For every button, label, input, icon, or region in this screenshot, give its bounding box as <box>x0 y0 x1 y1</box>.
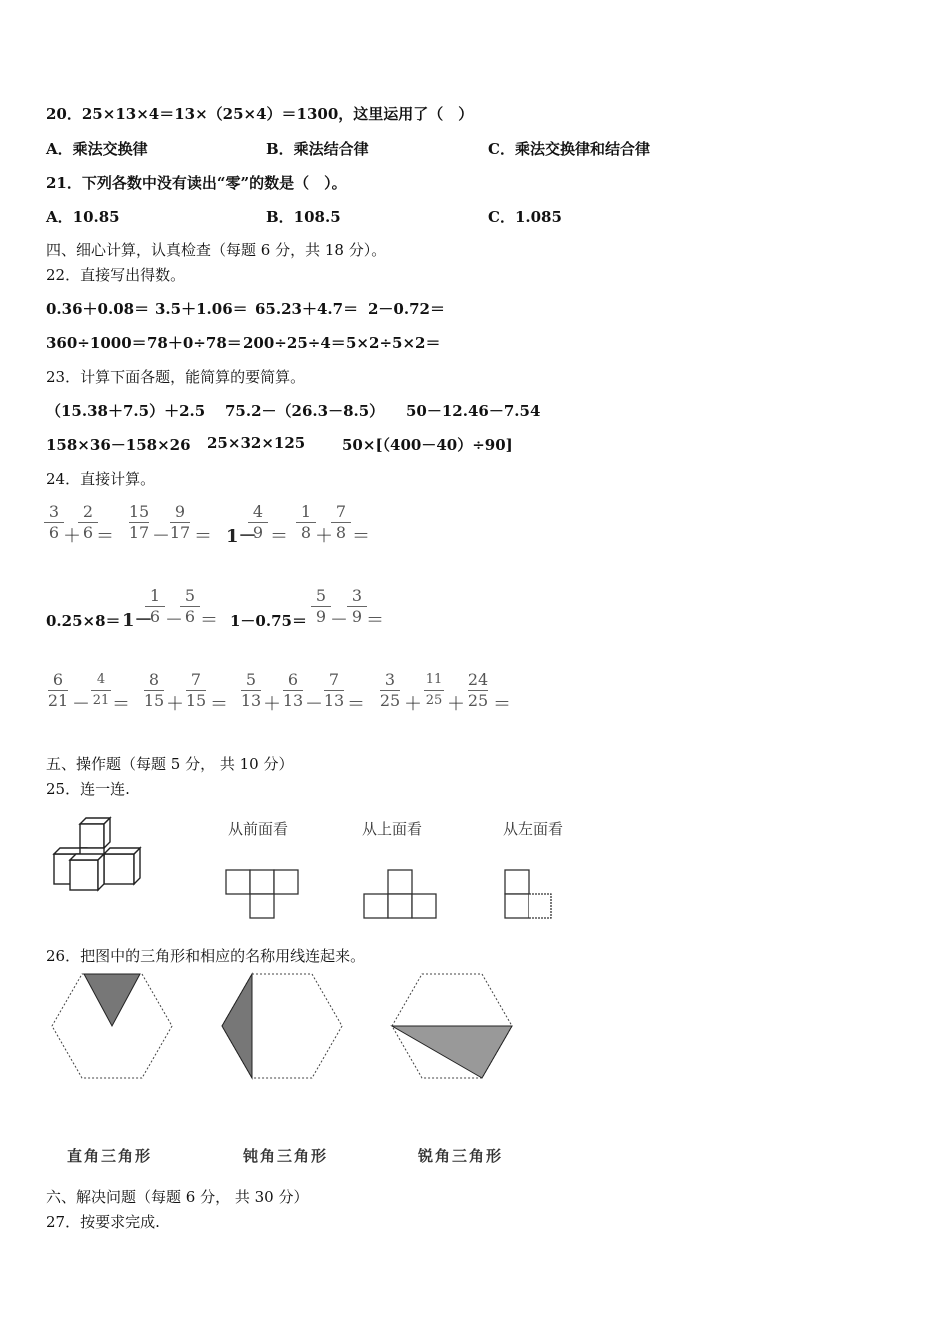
plus-sign: ＋ <box>263 694 281 715</box>
q23-item: 50×[（400－40）÷90] <box>342 436 513 454</box>
q22-item: 0.36＋0.08＝ <box>46 300 150 318</box>
q24-text: 24．直接计算。 <box>46 470 156 488</box>
fraction: 2 6 <box>76 502 100 543</box>
q23-item: （15.38＋7.5）＋2.5 <box>46 402 206 420</box>
q20-option-b: B．乘法结合律 <box>266 140 369 158</box>
equals-sign: ＝ <box>194 526 212 547</box>
hexagon-figure-2 <box>220 970 344 1082</box>
minus-sign: － <box>165 610 183 631</box>
fraction: 24 25 <box>467 670 489 710</box>
plus-sign: ＋ <box>315 526 333 547</box>
equals-sign: ＝ <box>352 526 370 547</box>
equals-sign: ＝ <box>493 694 511 715</box>
fraction: 6 13 <box>282 670 304 710</box>
minus-sign: － <box>305 694 323 715</box>
q20-text: 20．25×13×4＝13×（25×4）＝1300，这里运用了（ ） <box>46 105 474 123</box>
q27-text: 27．按要求完成. <box>46 1213 160 1231</box>
q22-text: 22．直接写出得数。 <box>46 266 186 284</box>
plus-sign: ＋ <box>63 526 81 547</box>
q24-item: 1－0.75＝ <box>230 612 307 630</box>
one-minus: 1－ <box>122 610 153 631</box>
fraction: 4 21 <box>92 672 110 708</box>
triangle-name-right: 直角三角形 <box>67 1147 153 1165</box>
view-shape-3 <box>503 868 557 922</box>
fraction: 7 13 <box>323 670 345 710</box>
q20-option-c: C．乘法交换律和结合律 <box>488 140 650 158</box>
view-label-top: 从上面看 <box>362 820 423 838</box>
equals-sign: ＝ <box>200 610 218 631</box>
fraction: 1 6 <box>143 586 167 627</box>
fraction: 6 21 <box>47 670 69 710</box>
view-shape-2 <box>362 868 442 922</box>
q22-item: 78＋0÷78＝ <box>147 334 242 352</box>
q23-item: 75.2－（26.3－8.5） <box>225 402 385 420</box>
q22-item: 5×2÷5×2＝ <box>346 334 441 352</box>
cube-stack-figure <box>48 814 154 894</box>
triangle-name-obtuse: 钝角三角形 <box>243 1147 329 1165</box>
q22-item: 3.5＋1.06＝ <box>155 300 248 318</box>
q22-item: 2－0.72＝ <box>368 300 445 318</box>
plus-sign: ＋ <box>404 694 422 715</box>
q24-item: 0.25×8＝ <box>46 612 121 630</box>
q21-option-c: C．1.085 <box>488 208 562 226</box>
section-5-title: 五、操作题（每题 5 分， 共 10 分） <box>46 755 294 773</box>
fraction: 8 15 <box>143 670 165 710</box>
q22-item: 65.23＋4.7＝ <box>255 300 359 318</box>
section-6-title: 六、解决问题（每题 6 分， 共 30 分） <box>46 1188 309 1206</box>
fraction: 5 13 <box>240 670 262 710</box>
equals-sign: ＝ <box>366 610 384 631</box>
q26-text: 26．把图中的三角形和相应的名称用线连起来。 <box>46 947 366 965</box>
q23-item: 158×36－158×26 <box>46 436 191 454</box>
q23-item: 50－12.46－7.54 <box>406 402 541 420</box>
view-label-front: 从前面看 <box>228 820 289 838</box>
view-label-left: 从左面看 <box>503 820 564 838</box>
q22-item: 200÷25÷4＝ <box>243 334 346 352</box>
equals-sign: ＝ <box>112 694 130 715</box>
fraction: 3 9 <box>345 586 369 627</box>
minus-sign: － <box>152 526 170 547</box>
equals-sign: ＝ <box>210 694 228 715</box>
section-4-title: 四、细心计算，认真检查（每题 6 分，共 18 分）。 <box>46 241 387 259</box>
q21-option-b: B．108.5 <box>266 208 341 226</box>
fraction: 7 15 <box>185 670 207 710</box>
fraction: 9 17 <box>169 502 191 542</box>
fraction: 15 17 <box>128 502 150 542</box>
equals-sign: ＝ <box>347 694 365 715</box>
q20-option-a: A．乘法交换律 <box>46 140 148 158</box>
minus-sign: － <box>72 694 90 715</box>
q21-text: 21．下列各数中没有读出“零”的数是（ ）。 <box>46 174 347 192</box>
one-minus: 1－ <box>226 526 257 547</box>
fraction: 7 8 <box>329 502 353 543</box>
fraction: 4 9 <box>246 502 270 543</box>
equals-sign: ＝ <box>270 526 288 547</box>
q23-text: 23．计算下面各题，能简算的要简算。 <box>46 368 306 386</box>
q22-item: 360÷1000＝ <box>46 334 147 352</box>
plus-sign: ＋ <box>166 694 184 715</box>
equals-sign: ＝ <box>96 526 114 547</box>
fraction: 5 6 <box>178 586 202 627</box>
view-shape-1 <box>224 868 304 922</box>
minus-sign: － <box>330 610 348 631</box>
hexagon-figure-3 <box>390 970 514 1082</box>
fraction: 3 25 <box>379 670 401 710</box>
triangle-name-acute: 锐角三角形 <box>418 1147 504 1165</box>
fraction: 11 25 <box>425 672 443 708</box>
fraction: 5 9 <box>309 586 333 627</box>
q23-item: 25×32×125 <box>207 434 306 452</box>
q25-text: 25．连一连. <box>46 780 130 798</box>
plus-sign: ＋ <box>447 694 465 715</box>
q21-option-a: A．10.85 <box>46 208 120 226</box>
fraction: 3 6 <box>42 502 66 543</box>
hexagon-figure-1 <box>50 970 174 1082</box>
fraction: 1 8 <box>294 502 318 543</box>
